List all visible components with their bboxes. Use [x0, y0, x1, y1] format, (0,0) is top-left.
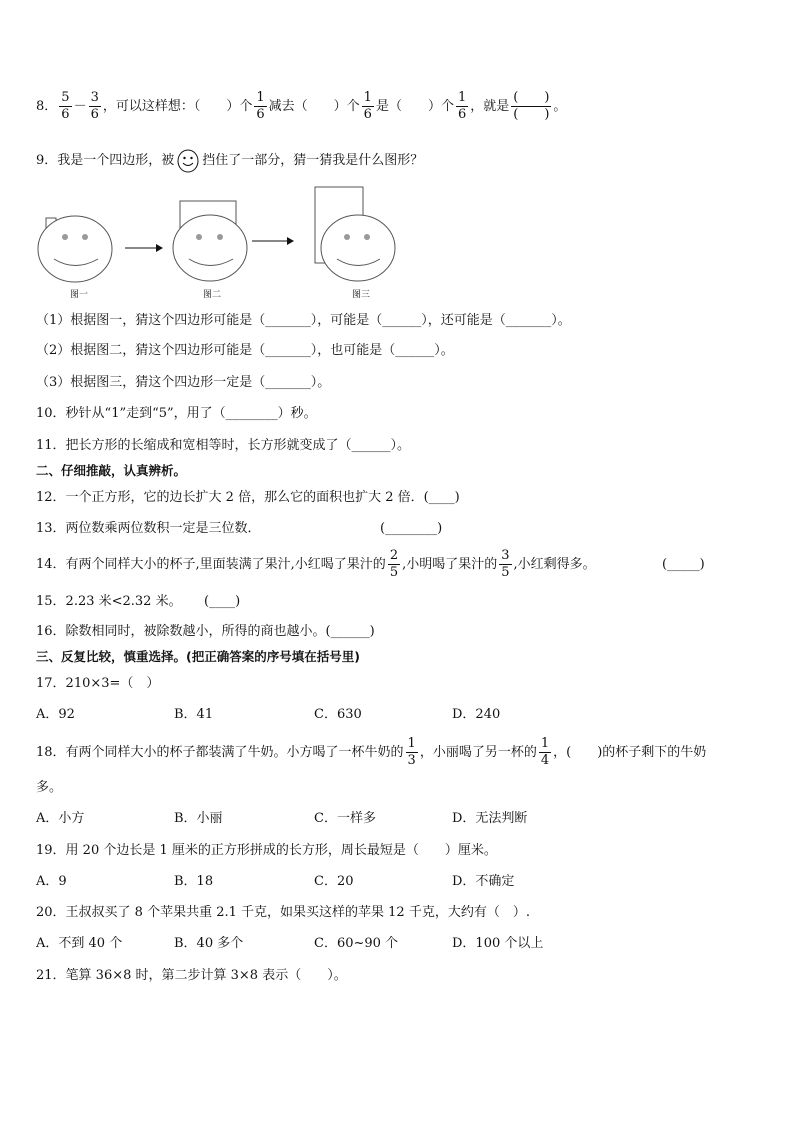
fraction-1-6-b: $\frac{1}{6}$ [363, 90, 372, 122]
smiley-face-icon [177, 149, 199, 173]
q19-option-b[interactable]: B．18 [174, 874, 214, 889]
fraction-1-4: $\frac{1}{4}$ [540, 736, 550, 768]
figure-one [36, 212, 116, 284]
q17-option-b[interactable]: B．41 [174, 707, 214, 722]
question-20: 20．王叔叔买了 8 个苹果共重 2.1 千克，如果买这样的苹果 12 千克，大约有（ ）. [36, 905, 530, 920]
question-14: 14．有两个同样大小的杯子,里面装满了果汁,小红喝了果汁的 $\frac{2}{5}$ ,小明喝了果汁的 $\frac{3}{5}$ ,小红剩得多。 (_____) [36, 546, 596, 584]
q17-option-d[interactable]: D．240 [452, 707, 501, 722]
figure-one-caption: 图一 [70, 290, 89, 300]
question-21: 21．笔算 36×8 时，第二步计算 3×8 表示（ ）。 [36, 968, 347, 983]
figure-three-caption: 图三 [352, 290, 371, 300]
q20-option-b[interactable]: B．40 多个 [174, 936, 244, 951]
q9-sub-1: （1）根据图一，猜这个四边形可能是（_______），可能是（______），还可能是（_______）。 [36, 313, 571, 328]
fraction-1-6-c: $\frac{1}{6}$ [457, 90, 467, 122]
q9-sub-2: （2）根据图二，猜这个四边形可能是（_______），也可能是（______）。 [36, 343, 454, 358]
question-8: 8． $\frac{5}{6}$ － $\frac{3}{6}$ ，可以这样想：（ ）个 $\frac{1}{6}$ 减去（ ）个 $\frac{1}{6}$ 是（ ）个 $\frac{1}{6}$ ，就是 $\frac{( )}{( )}$ 。 [36, 90, 567, 122]
q18-option-b[interactable]: B．小丽 [174, 811, 223, 826]
question-9: 9．我是一个四边形，被 挡住了一部分，猜一猜我是什么图形？ [36, 148, 423, 174]
q9-sub-3: （3）根据图三，猜这个四边形一定是（_______）。 [36, 375, 331, 390]
q17-option-c[interactable]: C．630 [314, 707, 362, 722]
q19-option-c[interactable]: C．20 [314, 874, 354, 889]
q15-answer-blank[interactable]: (____) [204, 594, 241, 609]
q20-option-c[interactable]: C．60~90 个 [314, 936, 399, 951]
q18-option-d[interactable]: D．无法判断 [452, 811, 528, 826]
question-19: 19．用 20 个边长是 1 厘米的正方形拼成的长方形，周长最短是（ ）厘米。 [36, 843, 497, 858]
question-17: 17．210×3=（ ） [36, 676, 160, 691]
arrow-2 [252, 235, 294, 247]
q13-answer-blank[interactable]: (________) [380, 521, 443, 536]
question-16: 16．除数相同时，被除数越小，所得的商也越小。(______) [36, 624, 375, 639]
q18-option-c[interactable]: C．一样多 [314, 811, 376, 826]
fraction-5-6: $\frac{5}{6}$ [61, 90, 70, 122]
arrow-1 [125, 242, 163, 254]
question-18-line-2: 多。 [36, 780, 63, 795]
fraction-2-5: $\frac{2}{5}$ [389, 548, 399, 580]
fraction-1-3: $\frac{1}{3}$ [407, 736, 416, 768]
q20-option-a[interactable]: A．不到 40 个 [36, 936, 123, 951]
answer-fraction-blank[interactable]: $\frac{( )}{( )}$ [513, 90, 550, 122]
question-11: 11．把长方形的长缩成和宽相等时，长方形就变成了（______）。 [36, 438, 411, 453]
q19-option-a[interactable]: A．9 [36, 874, 67, 889]
question-13: 13．两位数乘两位数积一定是三位数． (________) [36, 519, 261, 539]
q17-option-a[interactable]: A．92 [36, 707, 75, 722]
figure-two [170, 198, 252, 284]
q8-number: 8． [36, 99, 58, 114]
q14-answer-blank[interactable]: (_____) [662, 557, 705, 572]
fraction-3-5: $\frac{3}{5}$ [501, 548, 510, 580]
fraction-1-6-a: $\frac{1}{6}$ [256, 90, 265, 122]
q20-option-d[interactable]: D．100 个以上 [452, 936, 544, 951]
question-10: 10．秒针从“1”走到“5”，用了（________）秒。 [36, 406, 317, 421]
section-3-heading: 三、反复比较，慎重选择。(把正确答案的序号填在括号里) [36, 649, 360, 664]
figure-two-caption: 图二 [203, 290, 222, 300]
section-2-heading: 二、仔细推敲，认真辨析。 [36, 463, 187, 478]
figure-three [310, 184, 398, 284]
q19-option-d[interactable]: D．不确定 [452, 874, 515, 889]
fraction-3-6: $\frac{3}{6}$ [90, 90, 99, 122]
q18-option-a[interactable]: A．小方 [36, 811, 85, 826]
question-15: 15．2.23 米<2.32 米。 (____) [36, 592, 182, 612]
question-12: 12．一个正方形，它的边长扩大 2 倍，那么它的面积也扩大 2 倍．(____) [36, 490, 460, 505]
question-18: 18．有两个同样大小的杯子都装满了牛奶。小方喝了一杯牛奶的 $\frac{1}{3}$ ，小丽喝了另一杯的 $\frac{1}{4}$ ，( )的杯子剩下的牛奶 [36, 736, 707, 768]
